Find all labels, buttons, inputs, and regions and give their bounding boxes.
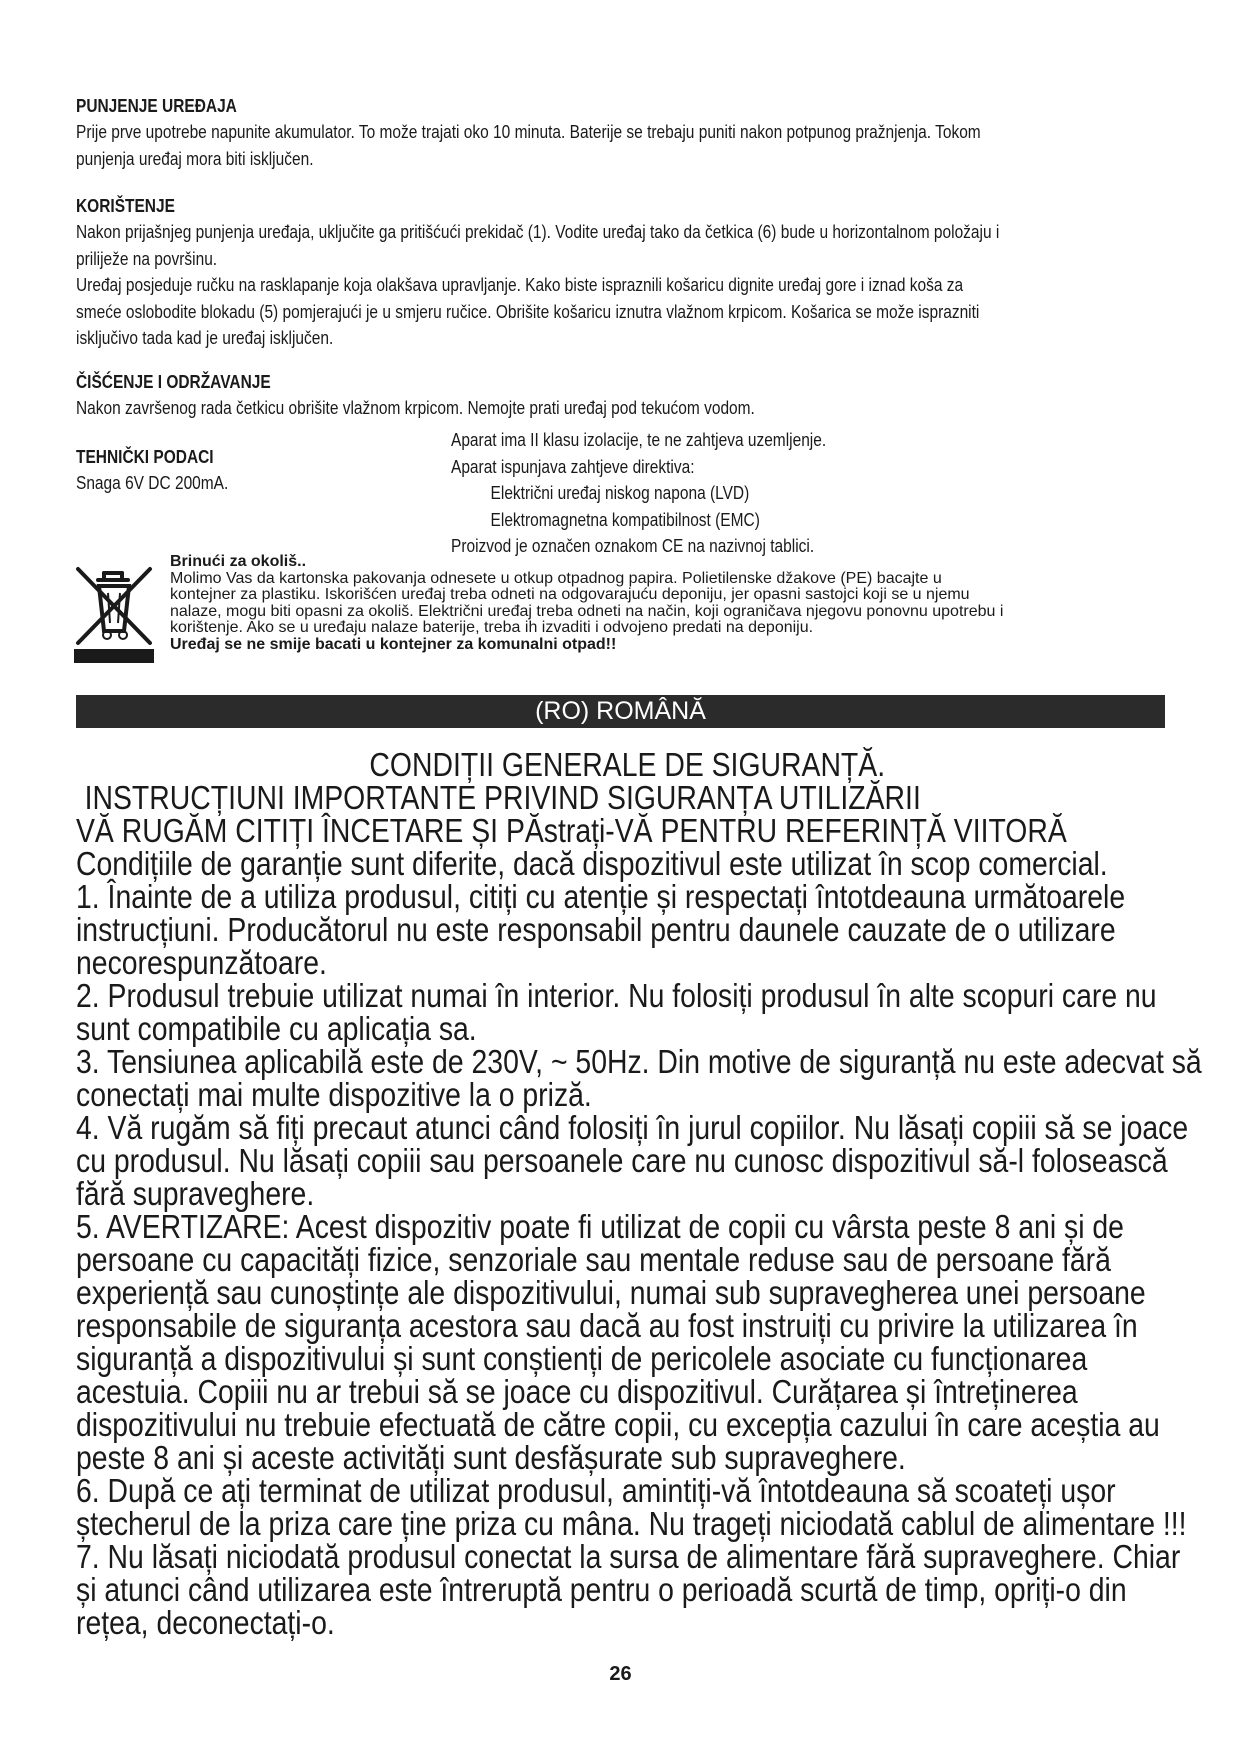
cleaning-line: Nakon završenog rada četkicu obrišite vlažnom krpicom. Nemojte prati uređaj pod tekućom vodom. [76,398,755,418]
ro-line: cu produsul. Nu lăsați copiii sau persoanele care nu cunosc dispozitivul să-l folosească [76,1142,1168,1179]
section-compliance [451,427,826,560]
section-tech [76,444,228,497]
section-romanian [76,748,1241,1639]
section-cleaning [76,369,755,422]
ro-line: 4. Vă rugăm să fiți precaut atunci când folosiți în jurul copiilor. Nu lăsați copiii să se joace [76,1109,1189,1146]
section-usage [76,193,999,352]
ro-line: responsabile de siguranța acestora sau dacă au fost instruiți cu privire la utilizarea în [76,1307,1138,1344]
usage-line: priliježe na površinu. [76,248,218,269]
ro-line: instrucțiuni. Producătorul nu este responsabil pentru daunele cauzate de o utilizare [76,911,1116,948]
charging-line: punjenja uređaj mora biti isključen. [76,148,314,169]
language-banner [76,695,1165,728]
heading-charging: PUNJENJE UREĐAJA [76,96,237,116]
ro-line: 1. Înainte de a utiliza produsul, citiți cu atenție și respectați întotdeauna următoarele [76,878,1126,915]
ro-line: conectați mai multe dispozitive la o priză. [76,1076,592,1113]
ro-line: necorespunzătoare. [76,944,327,981]
heading-cleaning: ČIŠĆENJE I ODRŽAVANJE [76,372,271,392]
ro-title: INSTRUCȚIUNI IMPORTANTE PRIVIND SIGURANȚA UTILIZĂRII [84,779,921,816]
usage-line: Nakon prijašnjeg punjenja uređaja, uključite ga pritišćući prekidač (1). Vodite uređaj tako da četkica (6) bude u horizontalnom položaju i [76,222,1000,242]
ro-title: CONDIȚII GENERALE DE SIGURANȚĂ. [369,746,886,783]
weee-bin-icon [74,563,154,665]
usage-line: Uređaj posjeduje ručku na rasklapanje koja olakšava upravljanje. Kako biste ispraznili košaricu dignite uređaj gore i iznad koša za [76,275,964,295]
heading-usage: KORIŠTENJE [76,196,175,216]
environment-line: nalaze, mogu biti opasni za okoliš. Električni uređaj treba odneti na način, koji ograničava njegovu ponovnu upotrebu i [170,602,1004,620]
ro-line: siguranță a dispozitivului și sunt conștienți de pericolele asociate cu funcționarea [76,1340,1088,1377]
ro-line: Condițiile de garanție sunt diferite, dacă dispozitivul este utilizat în scop comercial. [76,845,1108,882]
language-banner-title: (RO) ROMÂNĂ [535,697,706,725]
tech-line: Snaga 6V DC 200mA. [76,473,229,493]
ro-line: persoane cu capacități fizice, senzoriale sau mentale reduse sau de persoane fără [76,1241,1111,1278]
charging-line: Prije prve upotrebe napunite akumulator. To može trajati oko 10 minuta. Baterije se trebaju puniti nakon potpunog pražnjenja. Tokom [76,122,981,142]
compliance-line: Proizvod je označen oznakom CE na nazivnoj tablici. [451,536,815,556]
ro-title: VĂ RUGĂM CITIȚI ÎNCETARE ȘI PĂstrați-VĂ PENTRU REFERINȚĂ VIITORĂ [76,812,1067,849]
compliance-line: Elektromagnetna kompatibilnost (EMC) [490,509,760,530]
page-number: 26 [609,1663,632,1685]
ro-line: dispozitivului nu trebuie efectuată de către copii, cu excepția cazului în care aceștia au [76,1406,1160,1443]
section-charging [76,93,981,172]
ro-line: 3. Tensiunea aplicabilă este de 230V, ~ 50Hz. Din motive de siguranță nu este adecvat să [76,1043,1202,1080]
environment-line: kontejner za plastiku. Iskorišćen uređaj treba odneti na odgovarajuću deponiju, jer opasni sastojci koji se u njemu [170,586,970,603]
ro-line: 6. După ce ați terminat de utilizat produsul, amintiți-vă întotdeauna să scoateți ușor [76,1472,1116,1509]
compliance-line: Aparat ispunjava zahtjeve direktiva: [451,456,695,477]
ro-line: experiență sau cunoștințe ale dispozitivului, numai sub supravegherea unei persoane [76,1274,1146,1311]
compliance-line: Električni uređaj niskog napona (LVD) [490,483,750,503]
ro-line: rețea, deconectați-o. [76,1604,335,1641]
usage-line: smeće oslobodite blokadu (5) pomjerajući je u smjeru ručice. Obrišite košaricu iznutra vlažnom krpicom. Košarica se može isprazniti [76,301,980,322]
environment-warning: Uređaj se ne smije bacati u kontejner za komunalni otpad!! [170,635,617,653]
ro-line: 5. AVERTIZARE: Acest dispozitiv poate fi utilizat de copii cu vârsta peste 8 ani și de [76,1208,1124,1245]
ro-line: și atunci când utilizarea este întreruptă pentru o perioadă scurtă de timp, opriți-o din [76,1571,1127,1608]
usage-line: isključivo tada kad je uređaj isključen. [76,328,334,348]
compliance-line: Aparat ima II klasu izolacije, te ne zahtjeva uzemljenje. [451,430,827,450]
ro-line: fără supraveghere. [76,1175,315,1212]
environment-line: Molimo Vas da kartonska pakovanja odnesete u otkup otpadnog papira. Polietilenske džakove (PE) bacajte u [170,569,942,587]
heading-environment: Brinući za okoliš.. [170,553,307,570]
ro-line: ștecherul de la priza care ține priza cu mâna. Nu trageți niciodată cablul de alimentare !!! [76,1505,1187,1542]
ro-line: peste 8 ani și aceste activități sunt desfășurate sub supraveghere. [76,1439,906,1476]
environment-line: korištenje. Ako se u uređaju nalaze baterije, treba ih izvaditi i odvojeno predati na deponiju. [170,619,814,636]
ro-line: acestuia. Copiii nu ar trebui să se joace cu dispozitivul. Curățarea și întreținerea [76,1373,1078,1410]
ro-line: sunt compatibile cu aplicația sa. [76,1010,477,1047]
section-environment [170,554,1003,653]
heading-tech: TEHNIČKI PODACI [76,447,214,467]
ro-line: 7. Nu lăsați niciodată produsul conectat la sursa de alimentare fără supraveghere. Chiar [76,1538,1181,1575]
ro-line: 2. Produsul trebuie utilizat numai în interior. Nu folosiți produsul în alte scopuri care nu [76,977,1157,1014]
